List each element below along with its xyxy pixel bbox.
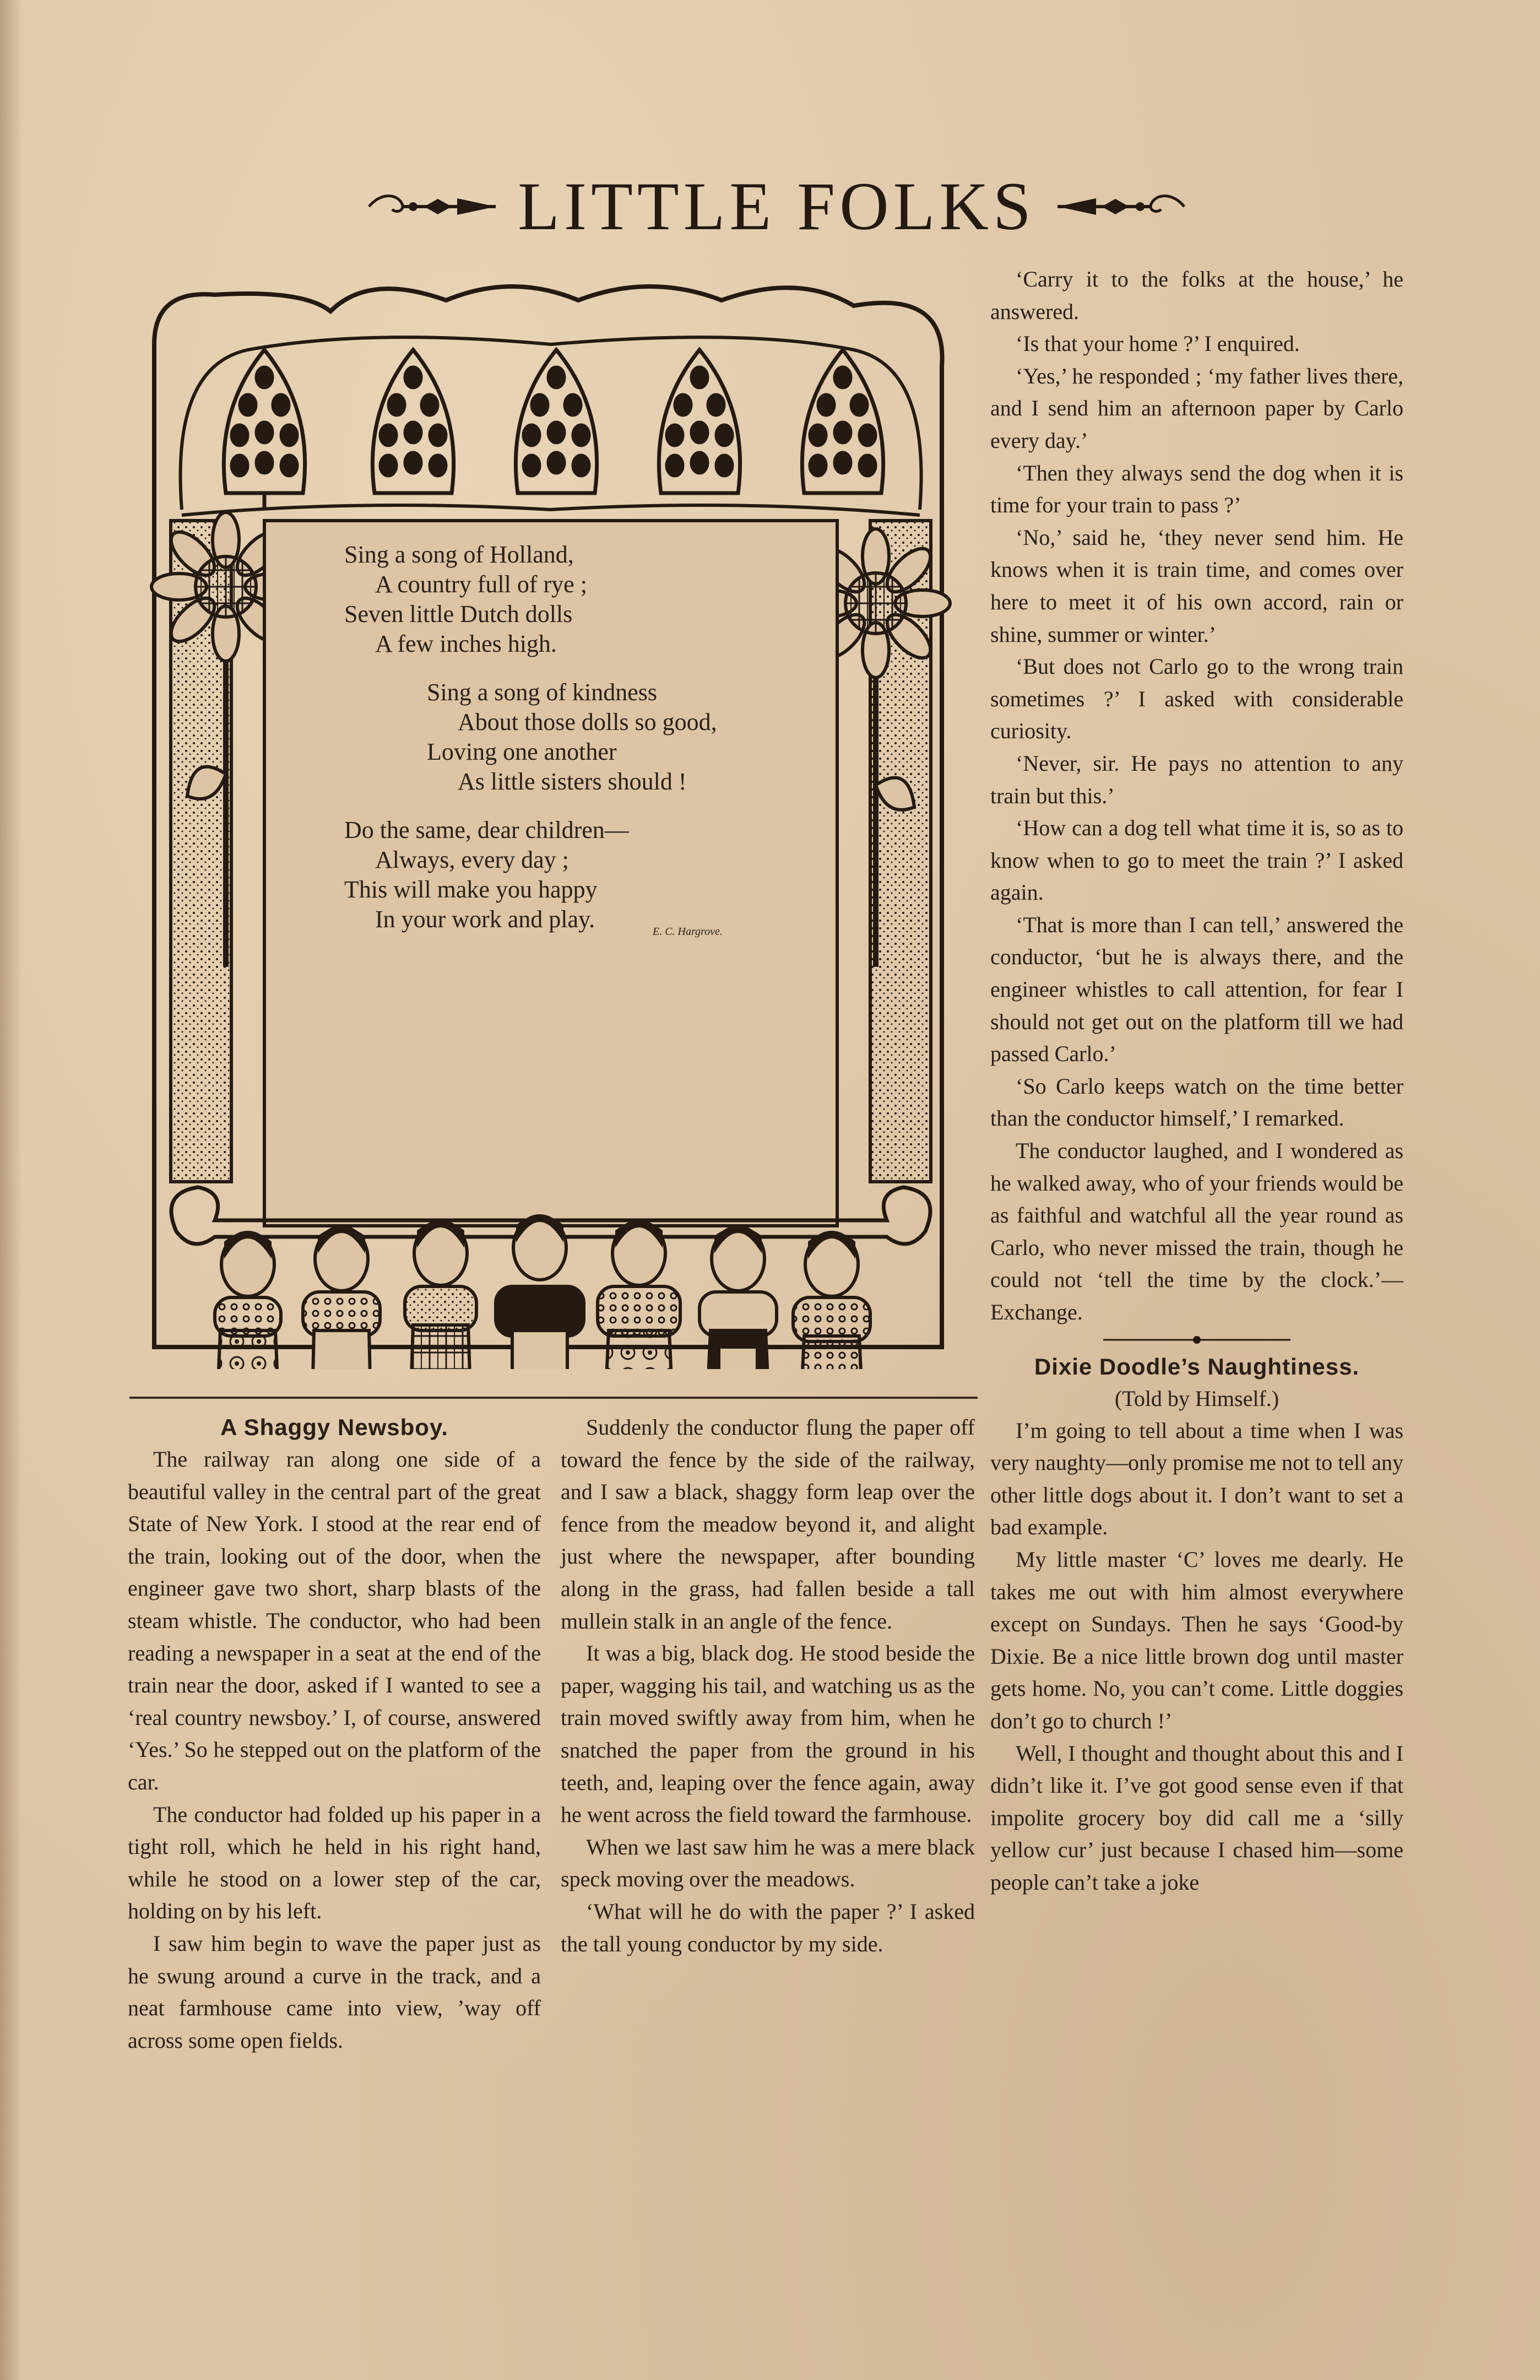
article-subheading: (Told by Himself.) <box>1114 1386 1279 1411</box>
poem-line: As little sisters should ! <box>458 768 687 795</box>
tree-row <box>224 350 883 510</box>
article-paragraph: My little master ‘C’ loves me dearly. He takes me out with him almost everywhere except on Sundays. Then he says ‘Good-by Dixie. Be a nice little brown dog until master gets home. No, you can’t come. Little doggies don’t go to church !’ <box>990 1546 1403 1733</box>
article-column-3 <box>990 263 1403 2247</box>
article-paragraph: It was a big, black dog. He stood beside the paper, wagging his tail, and watching us as the train moved swiftly away from him, when he snatched the paper from the ground in his teeth, and, leaping over the fence again, away he went across the field toward the farmhouse. <box>561 1641 975 1827</box>
article-column-1 <box>128 1411 541 2238</box>
poem-line: Loving one another <box>427 738 617 765</box>
section-rule <box>129 1397 978 1399</box>
right-flourish-ornament <box>1052 187 1190 226</box>
poem-line: Sing a song of Holland, <box>344 541 574 568</box>
left-flourish-ornament <box>364 187 501 226</box>
page-edge-shadow <box>0 0 22 2380</box>
article-paragraph: The railway ran along one side of a beautiful valley in the central part of the great State of New York. I stood at the rear end of the train, looking out of the door, when the engineer gave two short, sharp blasts of the steam whistle. The conductor, who had been reading a newspaper in a seat at the end of the train near the door, asked if I wanted to see a ‘real country newsboy.’ I, of course, answered ‘Yes.’ So he stepped out on the platform of the car. <box>128 1447 541 1794</box>
article-paragraph: ‘That is more than I can tell,’ answered the conductor, ‘but he is always there, and the engineer whistles to call attention, for fear I should not get out on the platform till we had passed Carlo.’ <box>990 912 1403 1067</box>
article-paragraph: ‘How can a dog tell what time it is, so as to know when to go to meet the train ?’ I asked again. <box>990 815 1403 905</box>
poem-line: Always, every day ; <box>375 846 569 873</box>
article-paragraph: ‘But does not Carlo go to the wrong train sometimes ?’ I asked with considerable curiosity. <box>990 654 1403 744</box>
article-paragraph: ‘Carry it to the folks at the house,’ he answered. <box>990 267 1403 324</box>
poem-line: Do the same, dear children— <box>344 816 629 843</box>
article-paragraph: ‘Is that your home ?’ I enquired. <box>1016 331 1300 356</box>
poem-line: Seven little Dutch dolls <box>344 601 573 628</box>
masthead <box>286 165 1267 248</box>
poem-line: A country full of rye ; <box>375 571 587 598</box>
poem-line: This will make you happy <box>344 876 598 903</box>
article-paragraph: ‘What will he do with the paper ?’ I asked the tall young conductor by my side. <box>561 1898 975 1956</box>
poem-line: A few inches high. <box>375 630 557 657</box>
article-paragraph: The conductor laughed, and I wondered as he walked away, who of your friends would be as faithful and watchful all the year round as Carlo, who never missed the train, though he could not ‘tell the time by the clock.’—Exchange. <box>990 1138 1403 1324</box>
article-paragraph: Well, I thought and thought about this and I didn’t like it. I’ve got good sense even if that impolite grocery boy did call me a ‘silly yellow cur’ just because I chased him—some people can’t take a joke <box>990 1740 1403 1895</box>
article-paragraph: ‘No,’ said he, ‘they never send him. He knows when it is train time, and comes over here to meet it of his own accord, rain or shine, summer or winter.’ <box>990 524 1403 647</box>
article-heading: A Shaggy Newsboy. <box>220 1414 448 1440</box>
poem-stanza-1 <box>344 540 785 659</box>
poem-author: E. C. Hargrove. <box>653 926 723 938</box>
poem <box>344 540 785 938</box>
poem-line: Sing a song of kindness <box>427 679 657 706</box>
article-paragraph: The conductor had folded up his paper in a tight roll, which he held in his right hand, while he stood on a lower step of the car, holding on by his left. <box>128 1802 541 1924</box>
masthead-title: LITTLE FOLKS <box>518 169 1035 244</box>
article-paragraph: ‘Yes,’ he responded ; ‘my father lives there, and I send him an afternoon paper by Carlo every day.’ <box>990 363 1403 453</box>
article-paragraph: I saw him begin to wave the paper just as he swung around a curve in the track, and a neat farmhouse came into view, ’way off across some open fields. <box>128 1930 541 2053</box>
article-column-2 <box>561 1411 975 2238</box>
article-paragraph: ‘Never, sir. He pays no attention to any train but this.’ <box>990 750 1403 808</box>
poem-stanza-2 <box>344 678 785 797</box>
article-divider-ornament <box>1103 1334 1290 1345</box>
article-paragraph: ‘Then they always send the dog when it is time for your train to pass ?’ <box>990 460 1403 518</box>
article-paragraph: Suddenly the conductor flung the paper off toward the fence by the side of the railway, and I saw a black, shaggy form leap over the fence from the meadow beyond it, and alight just where the newspaper, after bounding along in the grass, had fallen beside a tall mullein stalk in an angle of the fence. <box>561 1415 975 1633</box>
poem-line: In your work and play. <box>375 906 595 933</box>
article-paragraph: I’m going to tell about a time when I was very naughty—only promise me not to tell any other little dogs about it. I don’t want to set a bad example. <box>990 1418 1403 1540</box>
article-heading: Dixie Doodle’s Naughtiness. <box>1034 1353 1360 1380</box>
poem-line: About those dolls so good, <box>458 708 717 735</box>
article-paragraph: ‘So Carlo keeps watch on the time better than the conductor himself,’ I remarked. <box>990 1073 1403 1131</box>
article-paragraph: When we last saw him he was a mere black speck moving over the meadows. <box>561 1834 975 1892</box>
